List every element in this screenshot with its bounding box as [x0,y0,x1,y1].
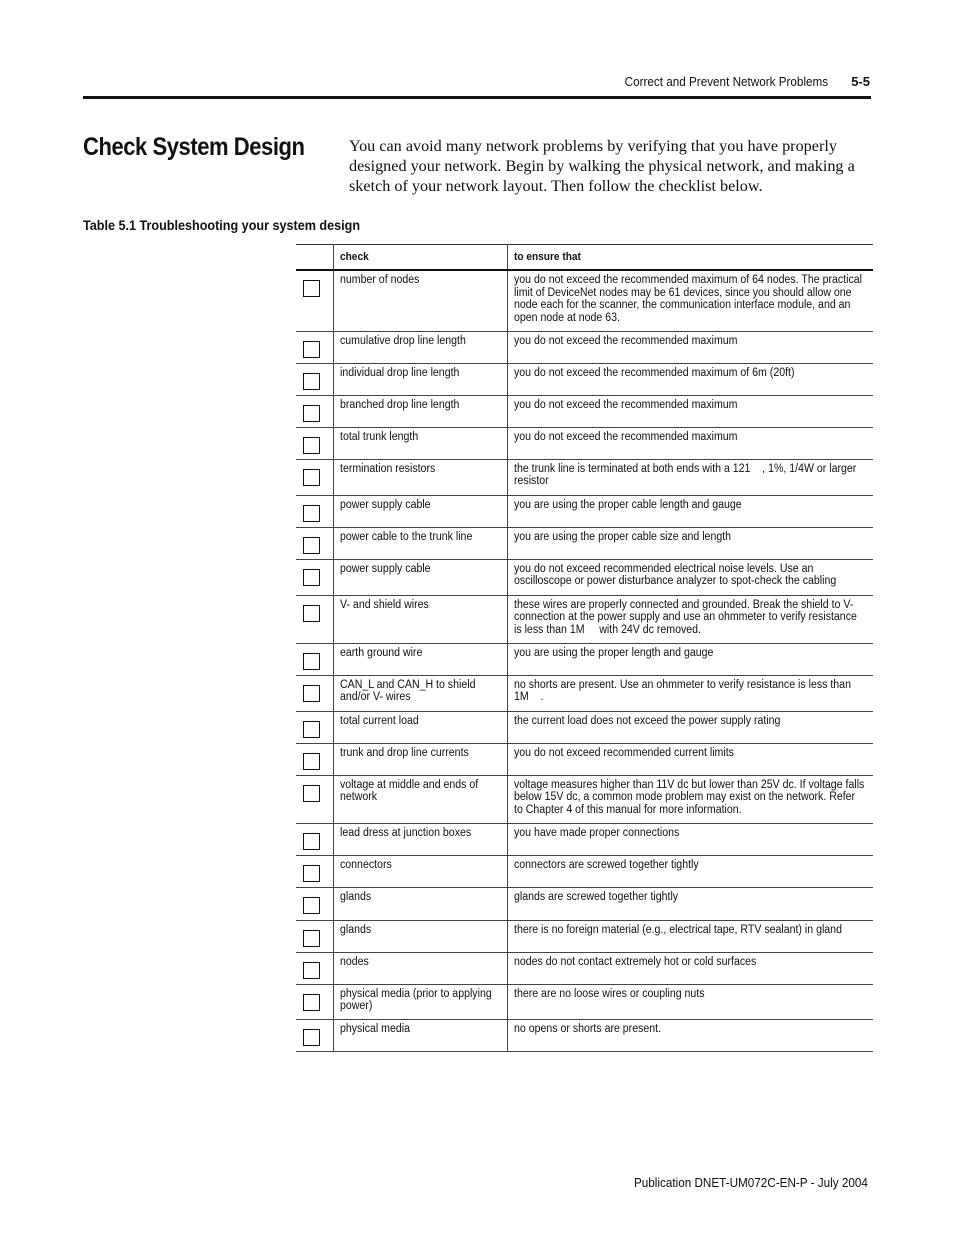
ensure-text: nodes do not contact extremely hot or cold surfaces [513,955,756,968]
table-row [296,527,873,559]
checkbox-cell [296,952,333,984]
check-item-cell [333,984,507,1019]
table-row [296,495,873,527]
checkbox-cell [296,775,333,823]
checkbox-cell [296,559,333,595]
table-body [296,270,873,1051]
checkbox-cell [296,984,333,1019]
page-number: 5-5 [851,74,870,89]
table-row [296,427,873,459]
check-item-text: connectors [339,858,392,871]
checkbox-cell [296,920,333,952]
checkbox-cell [296,595,333,643]
ensure-text: you do not exceed the recommended maximum of 6m (20ft) [513,366,795,379]
checkbox-column-header [296,245,333,271]
ensure-cell [507,495,873,527]
checkbox[interactable] [303,785,320,802]
table-row [296,559,873,595]
ensure-cell [507,823,873,855]
checkbox[interactable] [303,505,320,522]
ensure-text: you do not exceed the recommended maximum [513,430,737,443]
checkbox[interactable] [303,865,320,882]
checkbox[interactable] [303,437,320,454]
check-item-cell [333,595,507,643]
checkbox[interactable] [303,930,320,947]
ensure-text: these wires are properly connected and grounded. Break the shield to V- connection at the power supply and use an ohmmeter to verify resistance is less than 1M with 24V dc removed. [513,598,860,636]
checkbox[interactable] [303,833,320,850]
check-item-text: glands [339,923,371,936]
ensure-text: the current load does not exceed the power supply rating [513,714,780,727]
publication-footer: Publication DNET-UM072C-EN-P - July 2004 [634,1175,868,1190]
checkbox-cell [296,495,333,527]
checkbox-cell [296,675,333,711]
checkbox[interactable] [303,994,320,1011]
check-item-cell [333,495,507,527]
check-item-cell [333,527,507,559]
table-row [296,331,873,363]
table-row [296,270,873,331]
check-item-cell [333,395,507,427]
checkbox-cell [296,1019,333,1051]
ensure-text: glands are screwed together tightly [513,890,678,903]
ensure-cell [507,331,873,363]
check-item-cell [333,643,507,675]
running-header: Correct and Prevent Network Problems [624,74,828,89]
check-item-text: total current load [339,714,419,727]
table-row [296,855,873,887]
ensure-cell [507,952,873,984]
ensure-cell [507,643,873,675]
ensure-text: you are using the proper length and gauge [513,646,713,659]
check-item-cell [333,823,507,855]
checkbox[interactable] [303,373,320,390]
check-item-text: nodes [339,955,369,968]
table-row [296,743,873,775]
checkbox[interactable] [303,280,320,297]
table-header-row [296,245,873,271]
checkbox-cell [296,855,333,887]
checkbox-cell [296,527,333,559]
checkbox[interactable] [303,569,320,586]
ensure-text: the trunk line is terminated at both ends with a 121 , 1%, 1/4W or larger resistor [513,462,859,487]
table-row [296,952,873,984]
checkbox[interactable] [303,341,320,358]
checkbox[interactable] [303,405,320,422]
check-item-cell [333,675,507,711]
checkbox-cell [296,363,333,395]
checkbox[interactable] [303,753,320,770]
check-item-text: individual drop line length [339,366,459,379]
check-item-text: physical media (prior to applying power) [339,987,492,1012]
check-item-cell [333,743,507,775]
table-row [296,775,873,823]
check-item-text: total trunk length [339,430,418,443]
ensure-cell [507,363,873,395]
checkbox[interactable] [303,721,320,738]
checkbox-cell [296,427,333,459]
ensure-cell [507,595,873,643]
check-item-text: power supply cable [339,498,431,511]
ensure-cell [507,855,873,887]
ensure-text: you do not exceed recommended electrical noise levels. Use an oscilloscope or power disturbance analyzer to spot-check the cabling [513,562,836,587]
ensure-cell [507,459,873,495]
ensure-text: voltage measures higher than 11V dc but lower than 25V dc. If voltage falls below 15V dc, a common mode problem may exist on the network. Refer to Chapter 4 of this manual for more information. [513,778,867,816]
ensure-cell [507,675,873,711]
checkbox[interactable] [303,469,320,486]
check-item-cell [333,952,507,984]
ensure-text: you are using the proper cable length and gauge [513,498,742,511]
column-header-ensure: to ensure that [507,245,873,271]
ensure-cell [507,711,873,743]
checkbox-cell [296,743,333,775]
ensure-text: there are no loose wires or coupling nuts [513,987,705,1000]
column-header-check: check [333,245,507,271]
table-row [296,1019,873,1051]
table-row [296,920,873,952]
table-row [296,395,873,427]
check-item-text: power cable to the trunk line [339,530,472,543]
checkbox[interactable] [303,897,320,914]
checkbox-cell [296,887,333,920]
intro-paragraph: You can avoid many network problems by verifying that you have properly designed your network. Begin by walking the physical network, and making a sketch of your network layout. Then follow the checklist below. [349,137,855,195]
ensure-cell [507,527,873,559]
check-item-text: voltage at middle and ends of network [339,778,478,803]
ensure-cell [507,427,873,459]
ensure-cell [507,887,873,920]
ensure-cell [507,395,873,427]
check-item-cell [333,363,507,395]
table-row [296,823,873,855]
ensure-cell [507,559,873,595]
ensure-cell [507,270,873,331]
check-item-cell [333,855,507,887]
check-item-cell [333,1019,507,1051]
check-item-cell [333,270,507,331]
check-item-cell [333,887,507,920]
table-row [296,711,873,743]
ensure-text: you do not exceed the recommended maximum of 64 nodes. The practical limit of DeviceNet nodes may be 61 devices, since you should allow one node each for the scanner, the communication interface module, and an open node at node 63. [513,274,865,324]
check-item-text: earth ground wire [339,646,422,659]
checkbox[interactable] [303,685,320,702]
table-row [296,675,873,711]
table-caption: Table 5.1 Troubleshooting your system design [83,217,361,233]
check-item-text: power supply cable [339,562,431,575]
check-item-text: V- and shield wires [339,598,429,611]
checkbox[interactable] [303,653,320,670]
table-row [296,887,873,920]
ensure-text: you are using the proper cable size and length [513,530,731,543]
checkbox[interactable] [303,1029,320,1046]
ensure-text: you have made proper connections [513,826,679,839]
ensure-cell [507,775,873,823]
check-item-cell [333,711,507,743]
table-row [296,363,873,395]
table-row [296,459,873,495]
check-item-text: physical media [339,1022,410,1035]
checkbox-cell [296,823,333,855]
check-item-cell [333,920,507,952]
check-item-cell [333,559,507,595]
checkbox-cell [296,395,333,427]
check-item-text: branched drop line length [339,398,459,411]
ensure-cell [507,920,873,952]
section-title: Check System Design [83,133,305,161]
ensure-text: you do not exceed the recommended maximum [513,334,737,347]
checkbox-cell [296,711,333,743]
ensure-cell [507,743,873,775]
ensure-text: there is no foreign material (e.g., electrical tape, RTV sealant) in gland [513,923,842,936]
check-item-cell [333,459,507,495]
check-item-text: glands [339,890,371,903]
checkbox[interactable] [303,962,320,979]
check-item-text: number of nodes [339,274,419,286]
checkbox[interactable] [303,537,320,554]
ensure-cell [507,1019,873,1051]
check-item-text: CAN_L and CAN_H to shield and/or V- wires [339,678,475,703]
table-row [296,984,873,1019]
check-item-text: lead dress at junction boxes [339,826,471,839]
table-row [296,643,873,675]
check-item-text: termination resistors [339,462,435,475]
checkbox-cell [296,459,333,495]
ensure-text: you do not exceed recommended current limits [513,746,734,759]
ensure-cell [507,984,873,1019]
check-item-cell [333,775,507,823]
check-item-text: cumulative drop line length [339,334,466,347]
check-item-text: trunk and drop line currents [339,746,469,759]
checkbox-cell [296,331,333,363]
checkbox[interactable] [303,605,320,622]
ensure-text: no opens or shorts are present. [513,1022,661,1035]
ensure-text: you do not exceed the recommended maximum [513,398,737,411]
troubleshooting-table [296,244,873,1052]
ensure-text: connectors are screwed together tightly [513,858,699,871]
checkbox-cell [296,643,333,675]
check-item-cell [333,427,507,459]
check-item-cell [333,331,507,363]
ensure-text: no shorts are present. Use an ohmmeter to verify resistance is less than 1M . [513,678,854,703]
table-row [296,595,873,643]
checkbox-cell [296,270,333,331]
header-rule [83,96,871,99]
